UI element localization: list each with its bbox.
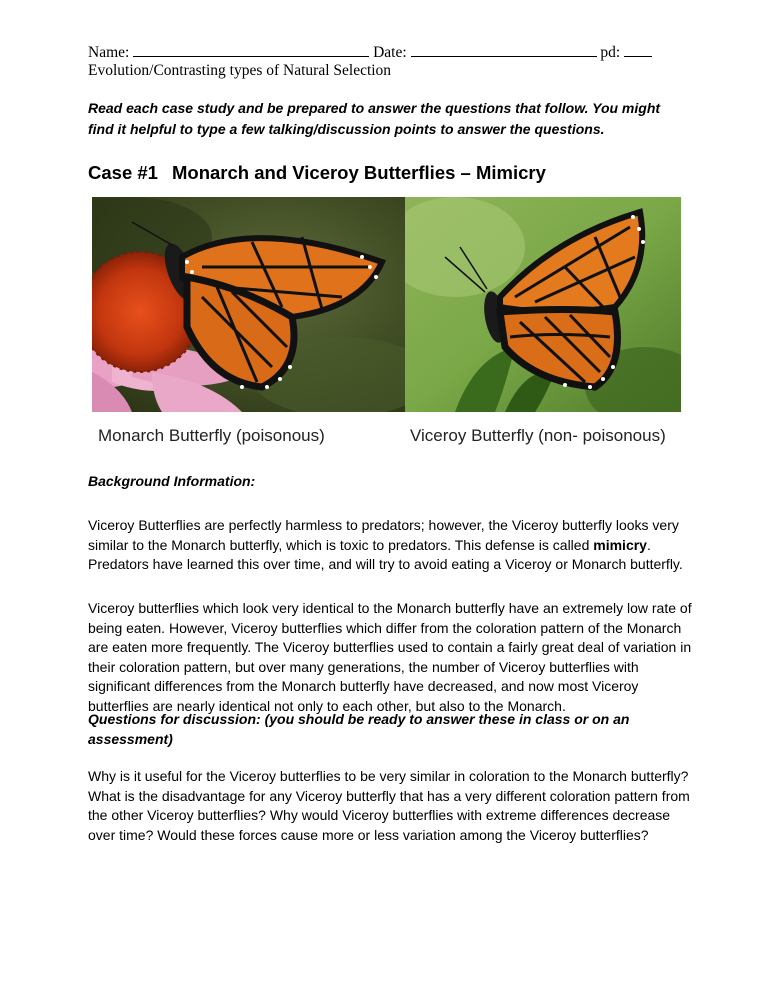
unit-subtitle: Evolution/Contrasting types of Natural Selection (88, 62, 392, 79)
p1-text-after: . Predators have learned this over time, and will try to avoid eating a Viceroy or Monarch butterfly. (88, 536, 683, 572)
background-paragraph-2: Viceroy butterflies which look very identical to the Monarch butterfly have an extremely low rate of being eaten. However, Viceroy butterflies which differ from the coloration pattern of the Monarch are eaten more frequently. The Viceroy butterflies used to contain a fairly great deal of variation in their coloration pattern, but over many generations, the number of Viceroy butterflies with significant differences from the Monarch butterfly have decreased, and now most Viceroy butterflies are nearly identical not only to each other, but also to the Monarch. (88, 600, 692, 714)
mimicry-term: mimicry (593, 536, 647, 553)
student-info-line (88, 42, 652, 62)
viceroy-caption: Viceroy Butterfly (non- poisonous) (410, 426, 666, 445)
case-number: Case #1 (88, 162, 158, 183)
name-blank[interactable] (133, 42, 369, 57)
background-paragraph-1 (88, 516, 692, 575)
questions-paragraph: Why is it useful for the Viceroy butterflies to be very similar in coloration to the Monarch butterfly? What is the disadvantage for any Viceroy butterfly that has a very different coloration pattern from the other Viceroy butterflies? Why would Viceroy butterflies with extreme differences decrease over time? Would these forces cause more or less variation among the Viceroy butterflies? (88, 768, 690, 843)
viceroy-butterfly-image (405, 197, 681, 412)
case-title: Monarch and Viceroy Butterflies – Mimicry (172, 162, 546, 183)
background-heading: Background Information: (88, 473, 256, 489)
case-heading (88, 162, 546, 184)
name-label: Name: (88, 44, 130, 61)
date-blank[interactable] (411, 42, 597, 57)
period-blank[interactable] (624, 42, 652, 57)
period-label: pd: (600, 44, 621, 61)
date-label: Date: (373, 44, 407, 61)
monarch-butterfly-image (92, 197, 405, 412)
instructions: Read each case study and be prepared to answer the questions that follow. You might find it helpful to type a few talking/discussion points to answer the questions. (88, 100, 661, 137)
monarch-caption: Monarch Butterfly (poisonous) (98, 426, 325, 445)
p1-text-before: Viceroy Butterflies are perfectly harmless to predators; however, the Viceroy butterfly looks very similar to the Monarch butterfly, which is toxic to predators. This defense is called (88, 517, 679, 553)
questions-heading: Questions for discussion: (you should be ready to answer these in class or on an assessment) (88, 711, 630, 747)
